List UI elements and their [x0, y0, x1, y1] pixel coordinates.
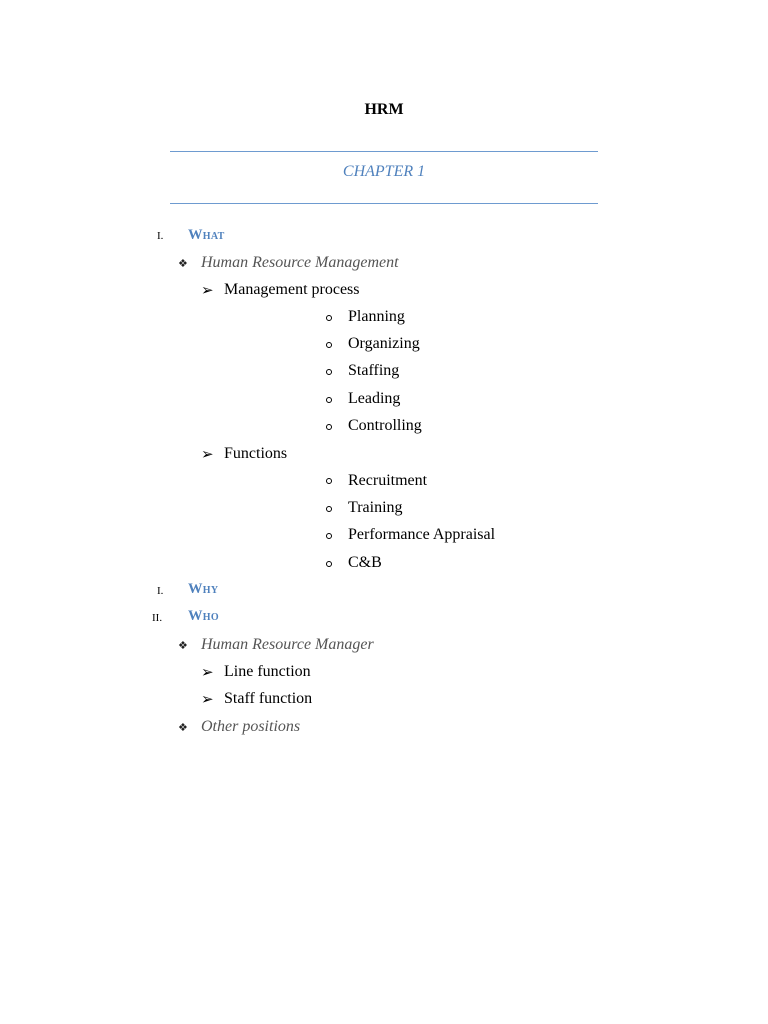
- list-item: Training: [348, 499, 403, 516]
- chapter-bottom-rule: [170, 203, 598, 204]
- section-why-numeral: I.: [157, 585, 164, 597]
- section-who-heading: Who: [188, 608, 219, 624]
- circle-bullet-icon: [326, 424, 332, 430]
- list-item: Recruitment: [348, 472, 428, 489]
- arrow-bullet-icon: ➢: [201, 692, 214, 708]
- circle-bullet-icon: [326, 533, 332, 539]
- section-who-numeral: II.: [152, 612, 163, 624]
- arrow-bullet-icon: ➢: [201, 447, 214, 463]
- section-why-heading: Why: [188, 581, 219, 597]
- arrow-bullet-icon: ➢: [201, 283, 214, 299]
- management-process-label: Management process: [224, 281, 360, 298]
- topic-hr-manager: Human Resource Manager: [201, 636, 374, 653]
- list-item: Staffing: [348, 362, 400, 379]
- section-what-heading: What: [188, 227, 225, 243]
- list-item: Controlling: [348, 417, 422, 434]
- list-item: C&B: [348, 554, 382, 571]
- list-item: Leading: [348, 390, 401, 407]
- circle-bullet-icon: [326, 315, 332, 321]
- list-item: Planning: [348, 308, 405, 325]
- chapter-heading: CHAPTER 1: [342, 163, 426, 180]
- arrow-bullet-icon: ➢: [201, 665, 214, 681]
- circle-bullet-icon: [326, 561, 332, 567]
- chapter-top-rule: [170, 151, 598, 152]
- circle-bullet-icon: [326, 478, 332, 484]
- circle-bullet-icon: [326, 342, 332, 348]
- circle-bullet-icon: [326, 397, 332, 403]
- list-item: Line function: [224, 663, 311, 680]
- list-item: Performance Appraisal: [348, 526, 496, 543]
- diamond-bullet-icon: ❖: [178, 640, 188, 652]
- list-item: Staff function: [224, 690, 313, 707]
- diamond-bullet-icon: ❖: [178, 722, 188, 734]
- topic-hrm: Human Resource Management: [201, 254, 399, 271]
- topic-other-positions: Other positions: [201, 718, 301, 735]
- diamond-bullet-icon: ❖: [178, 258, 188, 270]
- page-title: HRM: [364, 101, 404, 118]
- list-item: Organizing: [348, 335, 420, 352]
- section-what-numeral: I.: [157, 230, 164, 242]
- functions-label: Functions: [224, 445, 288, 462]
- circle-bullet-icon: [326, 369, 332, 375]
- circle-bullet-icon: [326, 506, 332, 512]
